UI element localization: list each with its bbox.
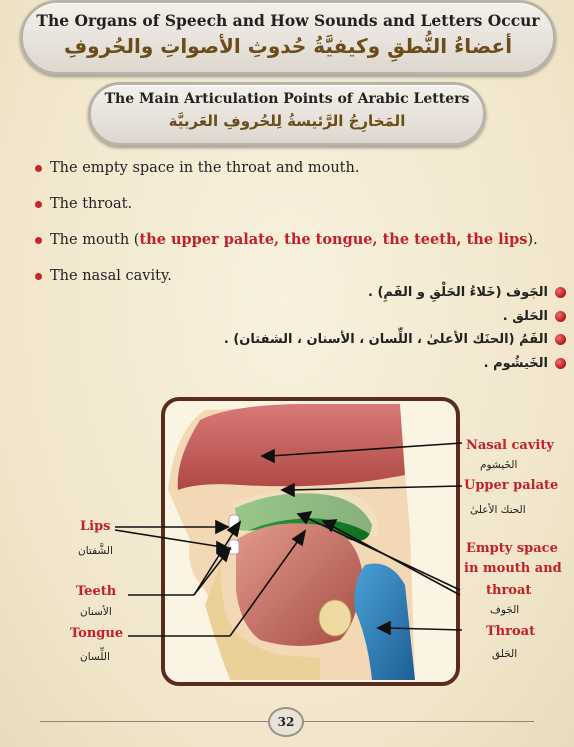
- arabic-point-text: الفَمُ (الحنَك الأعلىٰ ، اللِّسان ، الأسنان ، الشفتان) .: [223, 332, 548, 347]
- label-teeth: Teeth: [76, 584, 117, 599]
- speech-organs-diagram: [0, 390, 574, 700]
- label-empty-space-3: throat: [486, 583, 532, 598]
- title-english: The Organs of Speech and How Sounds and Letters Occur: [36, 11, 540, 30]
- english-point: [30, 194, 550, 230]
- english-point-highlight: the upper palate, the tongue, the teeth, the lips: [139, 231, 528, 248]
- label-nasal-cavity: Nasal cavity: [466, 438, 554, 453]
- arabic-point: [166, 284, 566, 308]
- bullet-icon: [555, 334, 566, 345]
- english-point-text: The mouth (: [50, 232, 140, 248]
- arabic-point-text: الحَلق .: [502, 308, 548, 324]
- arabic-point: [166, 308, 566, 332]
- arabic-point-text: الخَيشُوم .: [483, 355, 548, 371]
- bullet-icon: [35, 237, 42, 244]
- label-lips-arabic: الشَّفتان: [78, 545, 113, 557]
- arabic-points-list: [166, 284, 566, 378]
- arabic-point: [166, 331, 566, 355]
- bullet-icon: [35, 165, 42, 172]
- label-tongue: Tongue: [70, 626, 124, 641]
- label-throat-arabic: الحَلق: [492, 648, 518, 660]
- page-number: 32: [268, 707, 304, 737]
- label-empty-space-1: Empty space: [466, 541, 558, 556]
- arabic-point: [166, 355, 566, 379]
- bullet-icon: [35, 201, 42, 208]
- subtitle-english: The Main Articulation Points of Arabic Letters: [104, 91, 470, 107]
- label-throat: Throat: [486, 624, 536, 639]
- label-nasal-cavity-arabic: الخَيشوم: [480, 459, 518, 471]
- title-arabic: أعضاءُ النُّطقِ وكيفيَّةُ حُدوثِ الأصواتِ والحُروفِ: [63, 34, 513, 58]
- bullet-icon: [555, 311, 566, 322]
- label-tongue-arabic: اللِّسان: [80, 651, 110, 663]
- title-banner: [20, 0, 556, 75]
- bullet-icon: [555, 358, 566, 369]
- english-point: [30, 158, 550, 194]
- bullet-icon: [35, 273, 42, 280]
- label-upper-palate: Upper palate: [464, 478, 559, 493]
- label-teeth-arabic: الأسنان: [80, 606, 112, 618]
- english-point-text: The empty space in the throat and mouth.: [50, 160, 360, 176]
- label-empty-space-arabic: الجَوف: [490, 604, 520, 616]
- label-empty-space-2: in mouth and: [464, 561, 562, 576]
- english-points-list: [30, 158, 550, 302]
- subtitle-arabic: المَخارِجُ الرَّئيسةُ لِلحُروفِ العَربيَّة: [168, 112, 406, 130]
- bullet-icon: [555, 287, 566, 298]
- label-lips: Lips: [80, 519, 111, 534]
- english-point-text: The throat.: [50, 196, 133, 212]
- english-point-after: ).: [527, 232, 538, 248]
- english-point-text: The nasal cavity.: [50, 268, 172, 284]
- arabic-point-text: الجَوف (خَلاءُ الحَلْقِ و الفَمِ) .: [368, 285, 548, 300]
- subtitle-banner: [88, 82, 486, 146]
- english-point: [30, 230, 550, 266]
- label-upper-palate-arabic: الحنك الأعلىٰ: [470, 504, 526, 516]
